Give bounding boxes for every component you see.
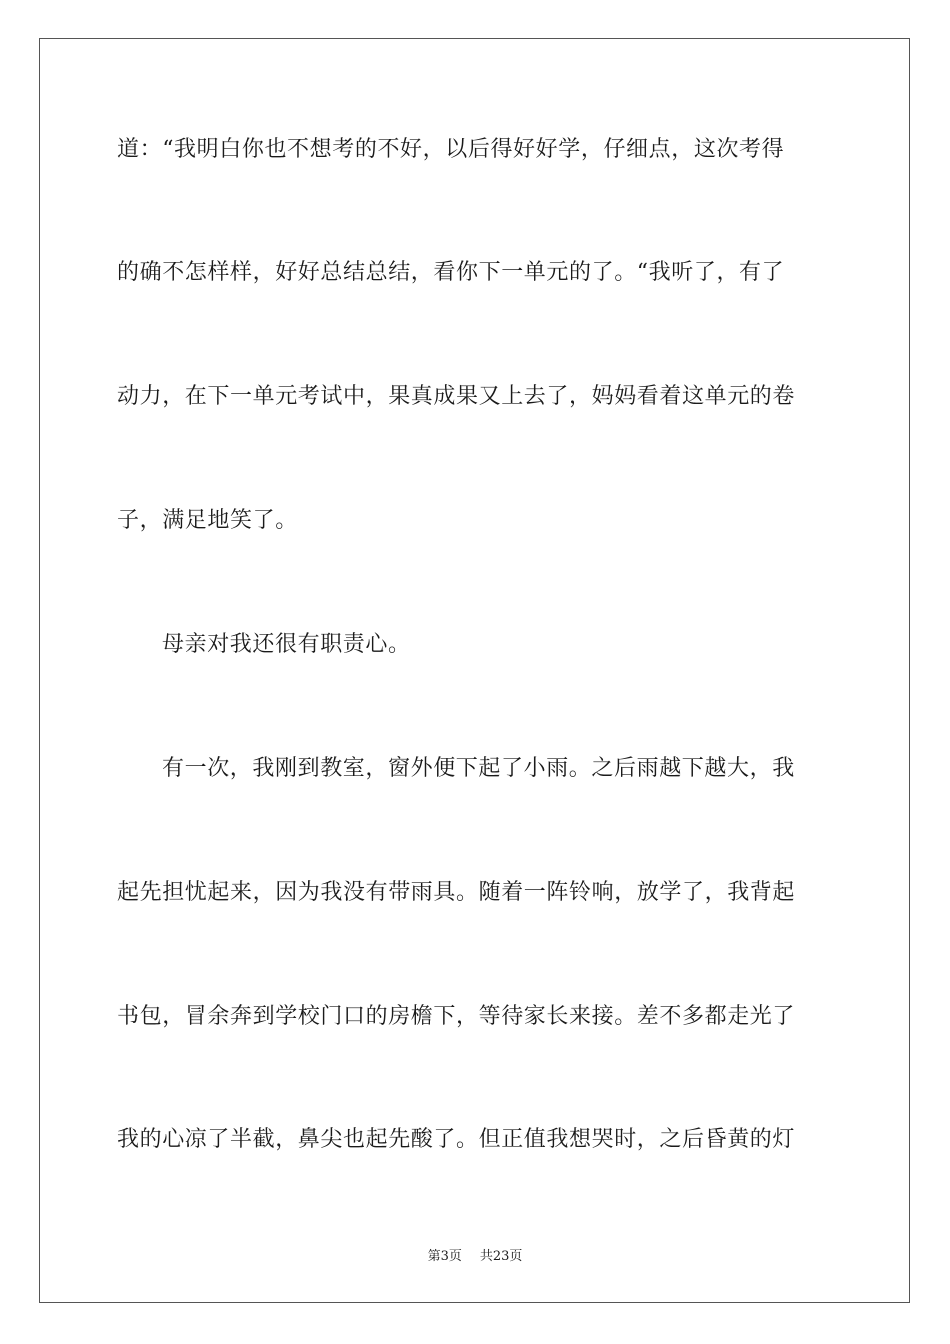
text-line-2: 的确不怎样样，好好总结总结，看你下一单元的了。“我听了，有了 — [117, 260, 785, 285]
text-line-9: 我的心凉了半截，鼻尖也起先酸了。但正值我想哭时，之后昏黄的灯 — [117, 1127, 796, 1152]
page-border — [39, 38, 910, 1303]
paragraph-line-6: 有一次，我刚到教室，窗外便下起了小雨。之后雨越下越大，我 — [162, 756, 795, 781]
page-number-total: 共23页 — [479, 1249, 523, 1264]
text-line-4: 子，满足地笑了。 — [117, 508, 298, 533]
page-number-current: 第3页 — [427, 1249, 462, 1264]
page-footer — [0, 1248, 950, 1266]
text-line-7: 起先担忧起来，因为我没有带雨具。随着一阵铃响，放学了，我背起 — [117, 880, 796, 905]
text-line-8: 书包，冒余奔到学校门口的房檐下，等待家长来接。差不多都走光了 — [117, 1004, 796, 1029]
paragraph-line-5: 母亲对我还很有职责心。 — [162, 632, 411, 657]
text-line-1: 道：“我明白你也不想考的不好，以后得好好学，仔细点，这次考得 — [117, 137, 785, 162]
text-line-3: 动力，在下一单元考试中，果真成果又上去了，妈妈看着这单元的卷 — [117, 384, 796, 409]
